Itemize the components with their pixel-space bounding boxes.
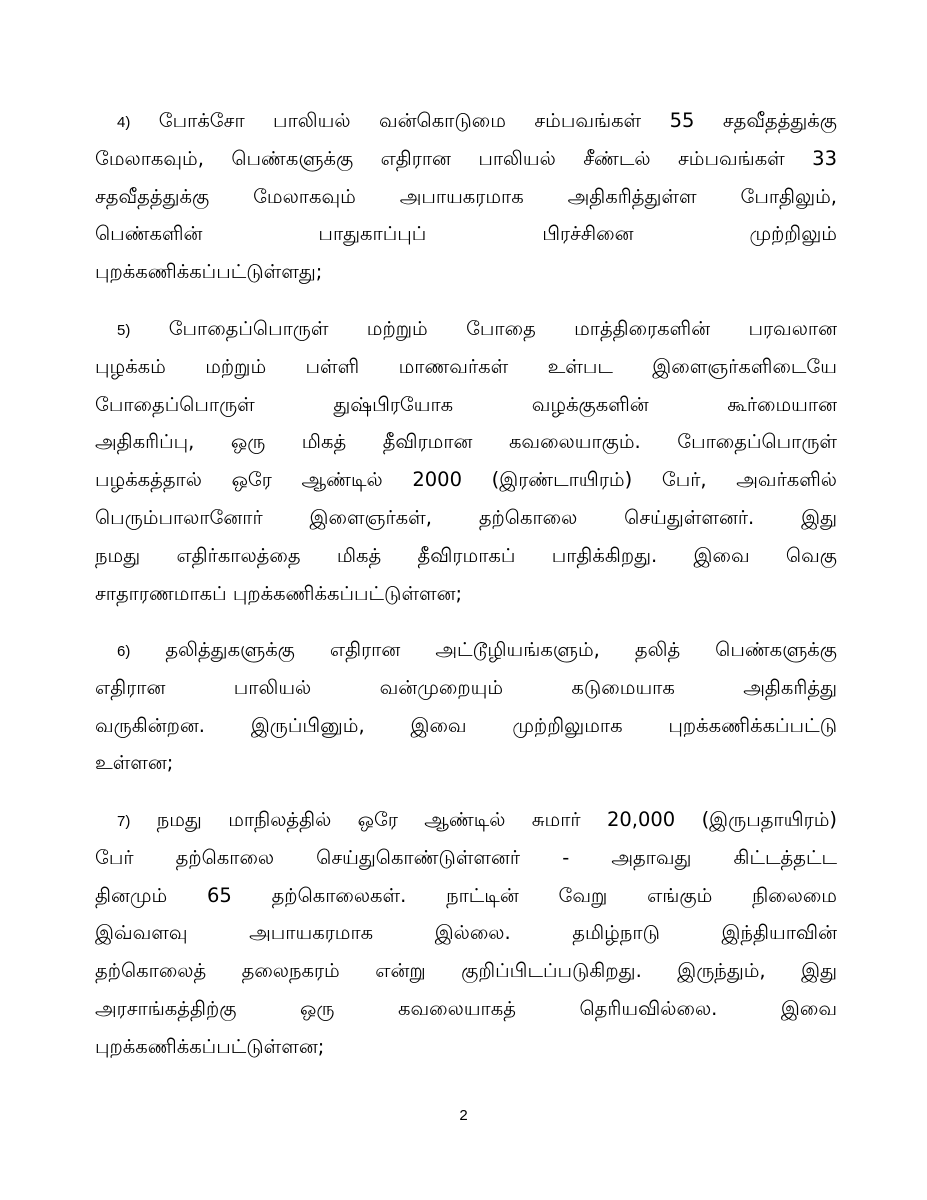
paragraph-line: புறக்கணிக்கப்பட்டுள்ளது; (95, 260, 323, 284)
paragraph-line: 6) தலித்துகளுக்கு எதிரான அட்டூழியங்களும், தலித் பெண்களுக்கு (117, 638, 837, 661)
paragraph-6 (95, 631, 837, 782)
paragraph-number: 7) (117, 813, 131, 830)
paragraph-line: 5) போதைப்பொருள் மற்றும் போதை மாத்திரைகளின் பரவலான (117, 317, 837, 340)
paragraph-5 (95, 310, 837, 612)
paragraph-line: அதிகரிப்பு, ஒரு மிகத் தீவிரமான கவலையாகும். போதைப்பொருள் (95, 430, 837, 454)
paragraph-line: புறக்கணிக்கப்பட்டுள்ளன; (95, 1034, 325, 1058)
paragraph-number: 6) (117, 643, 131, 660)
paragraph-7 (95, 801, 837, 1066)
paragraph-line: சாதாரணமாகப் புறக்கணிக்கப்பட்டுள்ளன; (95, 581, 463, 605)
paragraph-line: பெண்களின் பாதுகாப்புப் பிரச்சினை முற்றிலும் (95, 222, 837, 246)
paragraph-number: 4) (117, 114, 131, 131)
paragraph-line: இவ்வளவு அபாயகரமாக இல்லை. தமிழ்நாடு இந்தியாவின் (95, 921, 837, 945)
paragraph-line: பெரும்பாலானோர் இளைஞர்கள், தற்கொலை செய்துள்ளனர். இது (95, 505, 837, 529)
paragraph-line: புழக்கம் மற்றும் பள்ளி மாணவர்கள் உள்பட இளைஞர்களிடையே (95, 354, 837, 378)
paragraph-line: தினமும் 65 தற்கொலைகள். நாட்டின் வேறு எங்கும் நிலைமை (95, 883, 837, 907)
paragraph-line: 7) நமது மாநிலத்தில் ஒரே ஆண்டில் சுமார் 20,000 (இருபதாயிரம்) (117, 808, 837, 831)
paragraph-line: பழக்கத்தால் ஒரே ஆண்டில் 2000 (இரண்டாயிரம்) பேர், அவர்களில் (95, 468, 837, 492)
page-number: 2 (459, 1107, 468, 1124)
paragraph-number: 5) (117, 322, 131, 339)
paragraph-line: உள்ளன; (95, 751, 174, 775)
paragraph-4 (95, 102, 837, 291)
paragraph-line: 4) போக்சோ பாலியல் வன்கொடுமை சம்பவங்கள் 55 சதவீதத்துக்கு (117, 109, 837, 132)
paragraph-line: நமது எதிர்காலத்தை மிகத் தீவிரமாகப் பாதிக்கிறது. இவை வெகு (95, 543, 837, 567)
paragraph-line: பேர் தற்கொலை செய்துகொண்டுள்ளனர் - அதாவது கிட்டத்தட்ட (95, 845, 837, 869)
paragraph-line: தற்கொலைத் தலைநகரம் என்று குறிப்பிடப்படுகிறது. இருந்தும், இது (95, 959, 837, 983)
paragraph-line: எதிரான பாலியல் வன்முறையும் கடுமையாக அதிகரித்து (95, 675, 837, 699)
paragraph-line: சதவீதத்துக்கு மேலாகவும் அபாயகரமாக அதிகரித்துள்ள போதிலும், (95, 184, 837, 208)
paragraph-line: மேலாகவும், பெண்களுக்கு எதிரான பாலியல் சீண்டல் சம்பவங்கள் 33 (95, 146, 837, 170)
paragraph-line: வருகின்றன. இருப்பினும், இவை முற்றிலுமாக புறக்கணிக்கப்பட்டு (95, 713, 837, 737)
paragraph-line: போதைப்பொருள் துஷ்பிரயோக வழக்குகளின் கூர்மையான (95, 392, 837, 416)
paragraph-line: அரசாங்கத்திற்கு ஒரு கவலையாகத் தெரியவில்லை. இவை (95, 996, 837, 1020)
